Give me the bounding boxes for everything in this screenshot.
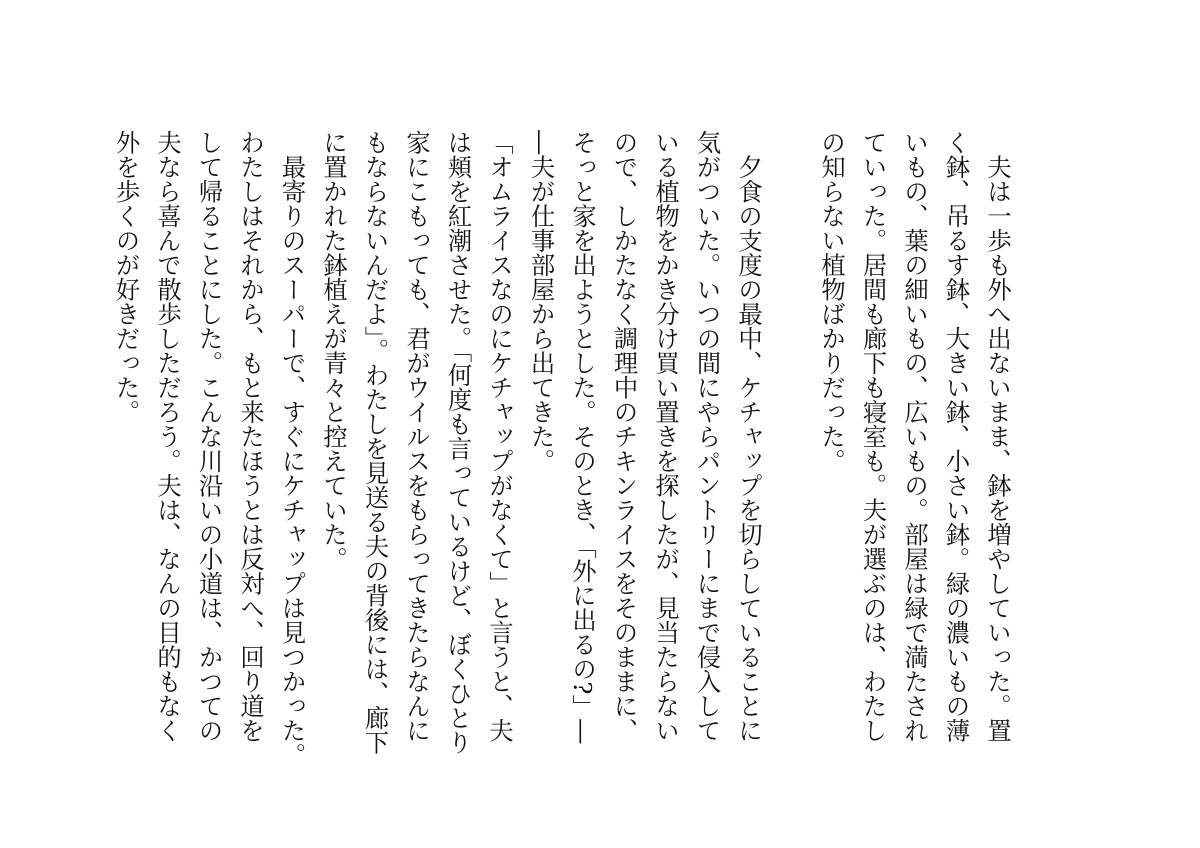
text-line: わたしはそれから、もと来たほうとは反対へ、回り道を — [236, 130, 265, 743]
text-line: に置かれた鉢植えが青々と控えていた。 — [319, 130, 348, 571]
text-line: 家にこもっても、君がウイルスをもらってきたらなんに — [402, 130, 431, 743]
text-line: は頬を紅潮させた。「何度も言っているけど、ぼくひとり — [443, 130, 473, 755]
text-line: そっと家を出ようとした。そのとき、「外に出るの?」― — [568, 130, 597, 744]
text-line: いもの、葉の細いもの、広いもの。部屋は緑で満たされ — [900, 130, 929, 743]
text-line: 夫なら喜んで散歩しただろう。夫は、なんの目的もなく — [153, 130, 182, 743]
text-line: 夕食の支度の最中、ケチャップを切らしていることに — [734, 130, 763, 743]
text-line: く鉢、吊るす鉢、大きい鉢、小さい鉢。緑の濃いもの薄 — [941, 130, 971, 743]
text-line: 最寄りのスーパーで、すぐにケチャップは見つかった。 — [277, 130, 307, 767]
text-line: して帰ることにした。こんな川沿いの小道は、かつての — [194, 130, 224, 743]
text-line: 外を歩くのが好きだった。 — [111, 130, 141, 424]
text-line: 「オムライスなのにケチャップがなくて」と言うと、夫 — [485, 130, 514, 743]
vertical-text-body — [105, 130, 1018, 770]
text-line: の知らない植物ばかりだった。 — [817, 130, 846, 473]
text-line: 気がついた。いつの間にやらパントリーにまで侵入して — [692, 130, 722, 743]
text-line: 夫は一歩も外へ出ないまま、鉢を増やしていった。置 — [983, 130, 1012, 743]
text-line: いる植物をかき分け買い置きを探したが、見当たらない — [651, 130, 680, 743]
blank-line — [769, 130, 811, 770]
text-line: ていった。居間も廊下も寝室も。夫が選ぶのは、わたし — [858, 130, 888, 743]
text-line: ―夫が仕事部屋から出てきた。 — [526, 130, 556, 473]
text-line: ので、しかたなく調理中のチキンライスをそのままに、 — [609, 130, 639, 743]
text-line: もならないんだよ」。わたしを見送る夫の背後には、廊下 — [360, 130, 390, 755]
